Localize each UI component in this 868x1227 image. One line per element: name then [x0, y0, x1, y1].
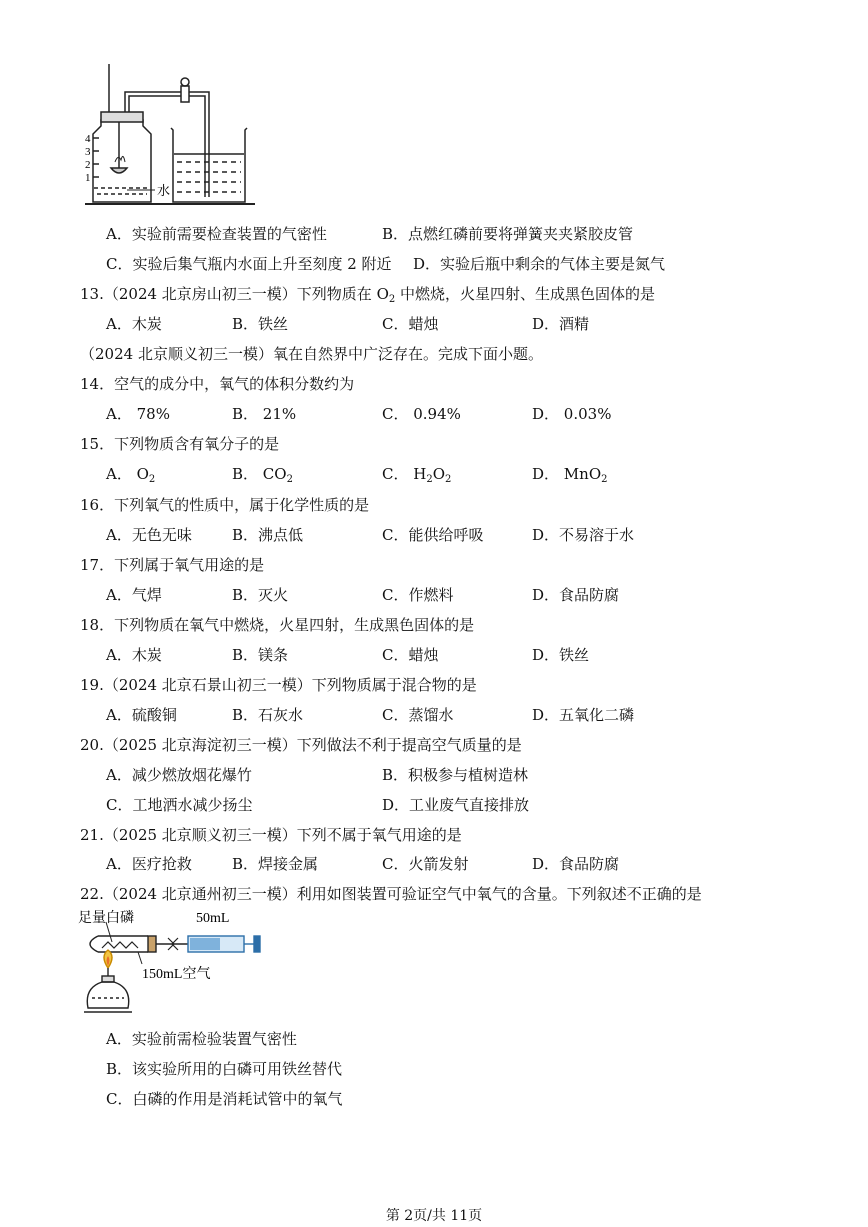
q18-stem: 18．下列物质在氧气中燃烧，火星四射，生成黑色固体的是 [80, 616, 475, 634]
white-phosphorus-syringe-figure [78, 908, 268, 1023]
q22-stem: 22.（2024 北京通州初三一模）利用如图装置可验证空气中氧气的含量。下列叙述不正确的是 [80, 885, 702, 903]
q22-option-c: C．白磷的作用是消耗试管中的氧气 [106, 1090, 343, 1108]
q21-option-a: A．医疗抢救 [106, 855, 192, 873]
q13-option-b: B．铁丝 [232, 315, 289, 333]
q19-stem: 19.（2024 北京石景山初三一模）下列物质属于混合物的是 [80, 676, 477, 694]
q19-option-a: A．硫酸铜 [106, 706, 177, 724]
q20-option-b: B．积极参与植树造林 [382, 766, 529, 784]
q14-stem: 14．空气的成分中，氧气的体积分数约为 [80, 375, 355, 393]
q13-option-d: D．酒精 [532, 315, 590, 333]
q14-option-c: C． 0.94% [382, 405, 461, 423]
q12-option-b: B．点燃红磷前要将弹簧夹夹紧胶皮管 [382, 225, 634, 243]
q17-option-a: A．气焊 [106, 586, 162, 604]
q12-option-d: D．实验后瓶中剩余的气体主要是氮气 [413, 255, 666, 273]
q18-option-b: B．镁条 [232, 646, 289, 664]
water-label: 水 [157, 184, 171, 199]
q17-stem: 17．下列属于氧气用途的是 [80, 556, 265, 574]
oxygen-content-apparatus-figure [85, 62, 255, 212]
q19-option-d: D．五氧化二磷 [532, 706, 635, 724]
q15-stem: 15．下列物质含有氧分子的是 [80, 435, 280, 453]
q22-option-b: B．该实验所用的白磷可用铁丝替代 [106, 1060, 343, 1078]
q17-option-b: B．灭火 [232, 586, 289, 604]
q15-option-a: A． $O_2$ [106, 465, 156, 485]
q18-option-a: A．木炭 [106, 646, 162, 664]
q20-option-c: C．工地洒水减少扬尘 [106, 796, 253, 814]
q15-option-b: B． $CO_2$ [232, 465, 293, 485]
q17-option-c: C．作燃料 [382, 586, 454, 604]
q22-option-a: A．实验前需检验装置气密性 [106, 1030, 297, 1048]
q13-stem: 13.（2024 北京房山初三一模）下列物质在 $O_2$ 中燃烧，火星四射、生成黑色固体的是 [80, 285, 656, 305]
page-number-footer: 第 2页/共 11页 [385, 1208, 483, 1224]
label-air: 150mL空气 [142, 967, 211, 982]
q20-option-d: D．工业废气直接排放 [382, 796, 530, 814]
q13-option-a: A．木炭 [106, 315, 162, 333]
label-syringe: 50mL [196, 911, 230, 926]
scale-label: 4 [85, 133, 91, 145]
q18-option-d: D．铁丝 [532, 646, 590, 664]
q14-option-b: B． 21% [232, 405, 297, 423]
q16-stem: 16．下列氧气的性质中，属于化学性质的是 [80, 496, 370, 514]
scale-label: 3 [85, 146, 91, 158]
scale-label: 1 [85, 172, 91, 184]
q16-option-d: D．不易溶于水 [532, 526, 635, 544]
q15-option-d: D． MnO$_2$ [532, 465, 608, 485]
q21-option-b: B．焊接金属 [232, 855, 319, 873]
q19-option-c: C．蒸馏水 [382, 706, 454, 724]
q14-option-d: D． 0.03% [532, 405, 612, 423]
q13-option-c: C．蜡烛 [382, 315, 439, 333]
q16-option-c: C．能供给呼吸 [382, 526, 484, 544]
q21-stem: 21.（2025 北京顺义初三一模）下列不属于氧气用途的是 [80, 826, 462, 844]
q20-option-a: A．减少燃放烟花爆竹 [106, 766, 252, 784]
q15-option-c: C． $H_2O_2$ [382, 465, 452, 485]
q16-option-b: B．沸点低 [232, 526, 304, 544]
group-intro: （2024 北京顺义初三一模）氧在自然界中广泛存在。完成下面小题。 [80, 345, 543, 363]
q16-option-a: A．无色无味 [106, 526, 192, 544]
q14-option-a: A． 78% [106, 405, 170, 423]
scale-label: 2 [85, 159, 91, 171]
q12-option-c: C．实验后集气瓶内水面上升至刻度 2 附近 [106, 255, 392, 273]
q20-stem: 20.（2025 北京海淀初三一模）下列做法不利于提高空气质量的是 [80, 736, 522, 754]
label-phosphorus: 足量白磷 [78, 910, 134, 926]
q12-option-a: A．实验前需要检查装置的气密性 [106, 225, 327, 243]
q17-option-d: D．食品防腐 [532, 586, 620, 604]
q18-option-c: C．蜡烛 [382, 646, 439, 664]
q19-option-b: B．石灰水 [232, 706, 304, 724]
q21-option-c: C．火箭发射 [382, 855, 469, 873]
q21-option-d: D．食品防腐 [532, 855, 620, 873]
